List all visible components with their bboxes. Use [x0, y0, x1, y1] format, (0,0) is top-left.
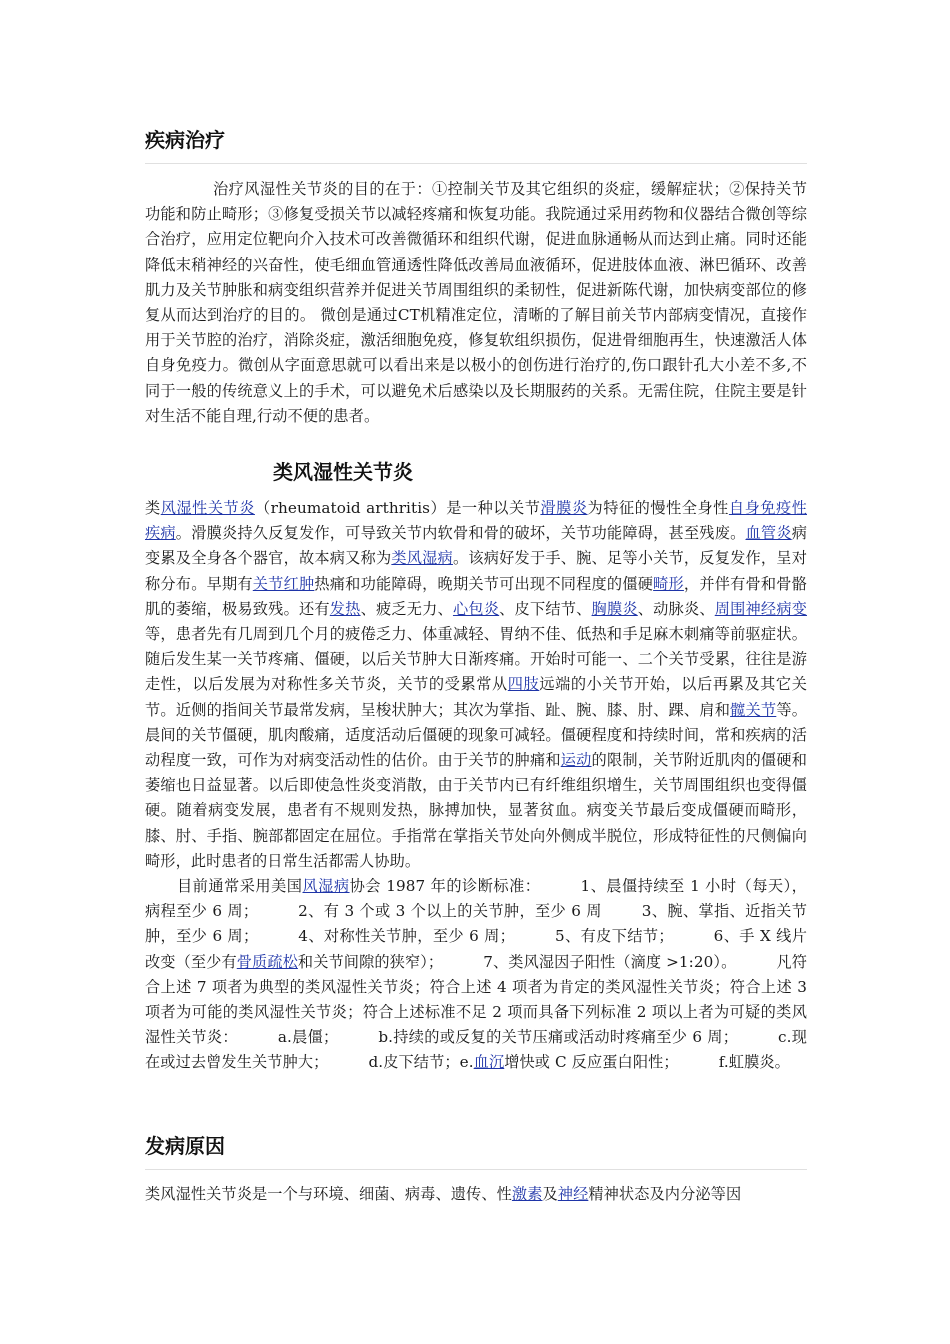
- link-pleurisy[interactable]: 胸膜炎: [591, 599, 638, 618]
- link-limbs[interactable]: 四肢: [507, 675, 540, 694]
- heading-divider: [145, 1169, 807, 1170]
- diagnosis-paragraph: 目前通常采用美国风湿病协会 1987 年的诊断标准： 1、晨僵持续至 1 小时（每天），病程至少 6 周； 2、有 3 个或 3 个以上的关节肿，至少 6 周 3、腕、掌指、近指关节肿，至少 6 周； 4、对称性关节肿，至少 6 周； 5、有皮下结节； 6、手 X 线片改变（至少有骨质疏松和关节间隙的狭窄）； 7、类风湿因子阳性（滴度 >1:20）。 凡符合上述 7 项者为典型的类风湿性关节炎；符合上述 4 项者为肯定的类风湿性关节炎；符合上述 3 项者为可能的类风湿性关节炎；符合上述标准不足 2 项而具备下列标准 2 项以上者为可疑的类风湿性关节炎： a.晨僵； b.持续的或反复的关节压痛或活动时疼痛至少 6 周； c.现在或过去曾发生关节肿大； d.皮下结节；e.血沉增快或 C 反应蛋白阳性； f.虹膜炎。: [145, 877, 808, 1072]
- criterion-7: 7、类风湿因子阳性（滴度 >1:20）。: [483, 952, 737, 971]
- ra-paragraph: 类风湿性关节炎（rheumatoid arthritis）是一种以关节滑膜炎为特征的慢性全身性自身免疫性疾病。滑膜炎持久反复发作，可导致关节内软骨和骨的破坏，关节功能障碍，甚至残废。血管炎病变累及全身各个器官，故本病又称为类风湿病。该病好发于手、腕、足等小关节，反复发作，呈对称分布。早期有关节红肿热痛和功能障碍，晚期关节可出现不同程度的僵硬畸形，并伴有骨和骨骼肌的萎缩，极易致残。还有发热、疲乏无力、心包炎、皮下结节、胸膜炎、动脉炎、周围神经病变等，患者先有几周到几个月的疲倦乏力、体重减轻、胃纳不佳、低热和手足麻木刺痛等前驱症状。随后发生某一关节疼痛、僵硬，以后关节肿大日渐疼痛。开始时可能一、二个关节受累，往往是游走性，以后发展为对称性多关节炎，关节的受累常从四肢远端的小关节开始，以后再累及其它关节。近侧的指间关节最常发病，呈梭状肿大；其次为掌指、趾、腕、膝、肘、踝、肩和髋关节等。晨间的关节僵硬，肌肉酸痛，适度活动后僵硬的现象可减轻。僵硬程度和持续时间，常和疾病的活动程度一致，可作为对病变活动性的估价。由于关节的肿痛和运动的限制，关节附近肌肉的僵硬和萎缩也日益显著。以后即使急性炎变消散，由于关节内已有纤维组织增生，关节周围组织也变得僵硬。随着病变发展，患者有不规则发热，脉搏加快，显著贫血。病变关节最后变成僵硬而畸形，膝、肘、手指、腕部都固定在屈位。手指常在掌指关节处向外侧成半脱位，形成特征性的尺侧偏向畸形，此时患者的日常生活都需人协助。: [145, 499, 808, 870]
- criterion-4: 4、对称性关节肿，至少 6 周；: [298, 927, 515, 946]
- link-movement[interactable]: 运动: [560, 751, 592, 770]
- link-synovitis[interactable]: 滑膜炎: [540, 499, 588, 517]
- cause-section: [145, 1130, 807, 1207]
- link-rheumatic-arthritis[interactable]: 风湿性关节炎: [160, 499, 255, 517]
- treatment-section: [145, 124, 807, 429]
- treatment-heading: 疾病治疗: [145, 128, 225, 152]
- link-osteoporosis[interactable]: 骨质疏松: [236, 952, 298, 971]
- link-hormone[interactable]: 激素: [511, 1185, 543, 1203]
- criterion-6a: 6、手 X 线片改变（至少有: [145, 927, 808, 971]
- criterion-3: 3、腕、掌指、近指关节肿，至少 6 周；: [145, 902, 808, 946]
- link-hip-joint[interactable]: 髋关节: [730, 700, 777, 719]
- link-vasculitis[interactable]: 血管炎: [745, 524, 792, 543]
- link-nerve[interactable]: 神经: [557, 1185, 589, 1203]
- link-joint-swelling[interactable]: 关节红肿: [252, 574, 315, 593]
- link-fever[interactable]: 发热: [329, 599, 361, 618]
- ra-section: [145, 456, 807, 1076]
- link-autoimmune-disease[interactable]: 自身免疫性疾病: [145, 499, 807, 543]
- link-rheumatology[interactable]: 风湿病: [302, 877, 350, 896]
- treatment-paragraph: 治疗风湿性关节炎的目的在于：①控制关节及其它组织的炎症，缓解症状；②保持关节功能和防止畸形；③修复受损关节以减轻疼痛和恢复功能。我院通过采用药物和仪器结合微创等综合治疗，应用定位靶向介入技术可改善微循环和组织代谢，促进血脉通畅从而达到止痛。同时还能降低末稍神经的兴奋性，使毛细血管通透性降低改善局血液循环，促进肢体血液、淋巴循环、改善肌力及关节肿胀和病变组织营养并促进关节周围组织的柔韧性，促进新陈代谢，加快病变部位的修复从而达到治疗的目的。 微创是通过CT机精准定位，清晰的了解目前关节内部病变情况，直接作用于关节腔的治疗，消除炎症，激活细胞免疫，修复软组织损伤，促进骨细胞再生，快速激活人体自身免疫力。微创从字面意思就可以看出来是以极小的创伤进行治疗的,伤口跟针孔大小差不多,不同于一般的传统意义上的手术，可以避免术后感染以及长期服药的关系。无需住院，住院主要是针对生活不能自理,行动不便的患者。: [145, 180, 807, 425]
- criterion-5: 5、有皮下结节；: [554, 927, 674, 946]
- cause-heading: 发病原因: [145, 1134, 225, 1158]
- link-rheumatism[interactable]: 类风湿病: [391, 549, 453, 568]
- cause-paragraph: 类风湿性关节炎是一个与环境、细菌、病毒、遗传、性激素及神经精神状态及内分泌等因: [145, 1185, 742, 1203]
- heading-divider: [145, 163, 807, 164]
- link-esr[interactable]: 血沉: [473, 1053, 505, 1072]
- criterion-2: 2、有 3 个或 3 个以上的关节肿，至少 6 周: [298, 902, 602, 921]
- ra-heading: 类风湿性关节炎: [273, 460, 413, 484]
- criterion-1: 1、晨僵持续至 1 小时（每天），病程至少 6 周；: [145, 877, 807, 921]
- link-pericarditis[interactable]: 心包炎: [452, 599, 500, 618]
- link-deformity[interactable]: 畸形: [653, 574, 684, 593]
- link-peripheral-neuropathy[interactable]: 周围神经病变: [714, 599, 808, 618]
